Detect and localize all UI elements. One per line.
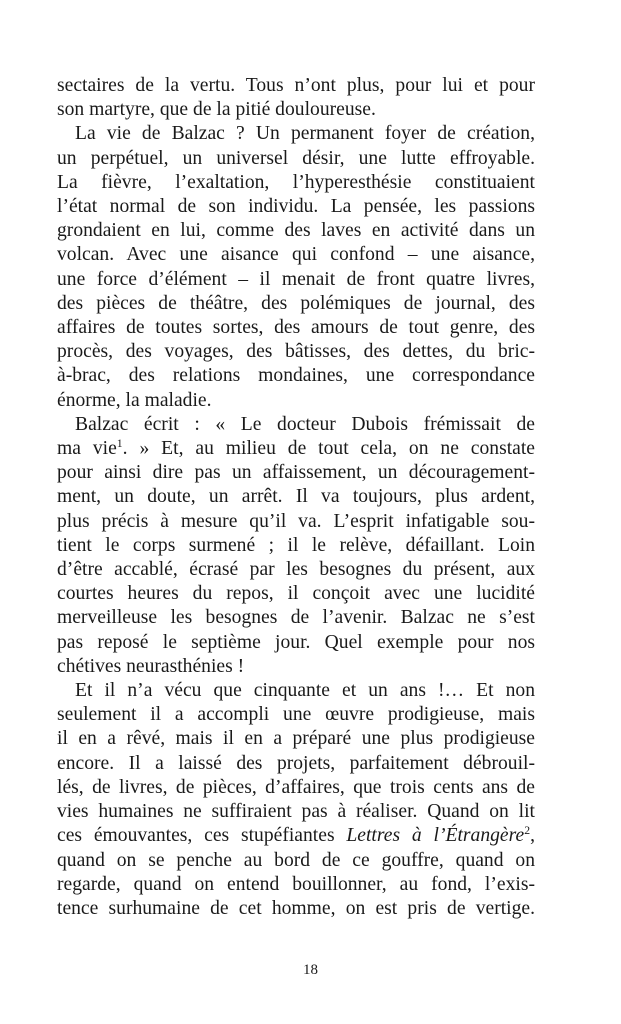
text-line: affaires de toutes sortes, des amours de tout genre, des — [57, 317, 535, 339]
text-line: seulement il a accompli une œuvre prodigieuse, mais — [57, 704, 535, 726]
text-line: plus précis à mesure qu’il va. L’esprit infatigable sou- — [57, 510, 535, 532]
text-line: grondaient en lui, comme des laves en activité dans un — [57, 220, 535, 242]
text-fragment: . » Et, au milieu de tout cela, on ne constate — [122, 438, 535, 460]
text-line: à-brac, des relations mondaines, une correspondance — [57, 365, 535, 387]
text-line: pour ainsi dire pas un affaissement, un découragement- — [57, 462, 535, 484]
text-fragment: ma vie — [57, 438, 117, 460]
paragraph-4 — [57, 679, 535, 921]
paragraph-2 — [57, 122, 535, 412]
text-line: l’état normal de son individu. La pensée, les passions — [57, 196, 535, 218]
footnote-marker: 1 — [116, 437, 123, 450]
text-line — [57, 824, 535, 848]
text-line: une force d’élément – il menait de front quatre livres, — [57, 268, 535, 290]
text-line: quand on se penche au bord de ce gouffre, quand on — [57, 849, 535, 871]
text-line: lés, de livres, de pièces, d’affaires, que trois cents ans de — [57, 776, 535, 798]
text-line: des pièces de théâtre, des polémiques de journal, des — [57, 292, 535, 314]
text-line: procès, des voyages, des bâtisses, des dettes, du bric- — [57, 341, 535, 363]
text-line: La vie de Balzac ? Un permanent foyer de création, — [75, 123, 535, 145]
text-line: merveilleuse les besognes de l’avenir. Balzac ne s’est — [57, 607, 535, 629]
text-fragment: ces émouvantes, ces stupéfiantes — [57, 825, 347, 847]
footnote-marker: 2 — [524, 824, 531, 838]
text-line: tient le corps surmené ; il le relève, défaillant. Loin — [57, 534, 535, 556]
text-line: pas reposé le septième jour. Quel exemple pour nos — [57, 631, 535, 653]
text-line: courtes heures du repos, il conçoit avec une lucidité — [57, 583, 535, 605]
text-line: il en a rêvé, mais il en a préparé une plus prodigieuse — [57, 728, 535, 750]
text-line: ment, un doute, un arrêt. Il va toujours, plus ardent, — [57, 486, 535, 508]
paragraph-3 — [57, 413, 535, 679]
text-line: vies humaines ne suffiraient pas à réaliser. Quand on lit — [57, 801, 535, 823]
text-line: tence surhumaine de cet homme, on est pris de vertige. — [57, 897, 535, 919]
text-line: son martyre, que de la pitié douloureuse. — [57, 99, 376, 121]
text-line: Balzac écrit : « Le docteur Dubois frémissait de — [75, 413, 535, 435]
text-line: énorme, la maladie. — [57, 389, 212, 411]
text-fragment: , — [530, 825, 535, 847]
paragraph-1 — [57, 74, 535, 122]
text-line: d’être accablé, écrasé par les besognes du présent, aux — [57, 559, 535, 581]
text-line: Et il n’a vécu que cinquante et un ans !… Et non — [75, 680, 535, 702]
book-title: Lettres à l’Étrangère — [346, 825, 525, 847]
text-line: un perpétuel, un universel désir, une lutte effroyable. — [57, 147, 535, 169]
text-line — [57, 437, 535, 461]
text-line: sectaires de la vertu. Tous n’ont plus, pour lui et pour — [57, 75, 535, 96]
text-line: regarde, quand on entend bouillonner, au fond, l’exis- — [57, 873, 535, 895]
text-line: La fièvre, l’exaltation, l’hyperesthésie constituaient — [57, 171, 535, 193]
text-line: volcan. Avec une aisance qui confond – une aisance, — [57, 244, 535, 266]
page-number: 18 — [303, 962, 318, 978]
text-line: chétives neurasthénies ! — [57, 655, 245, 677]
body-text — [57, 74, 535, 921]
text-line: encore. Il a laissé des projets, parfaitement débrouil- — [57, 752, 535, 774]
